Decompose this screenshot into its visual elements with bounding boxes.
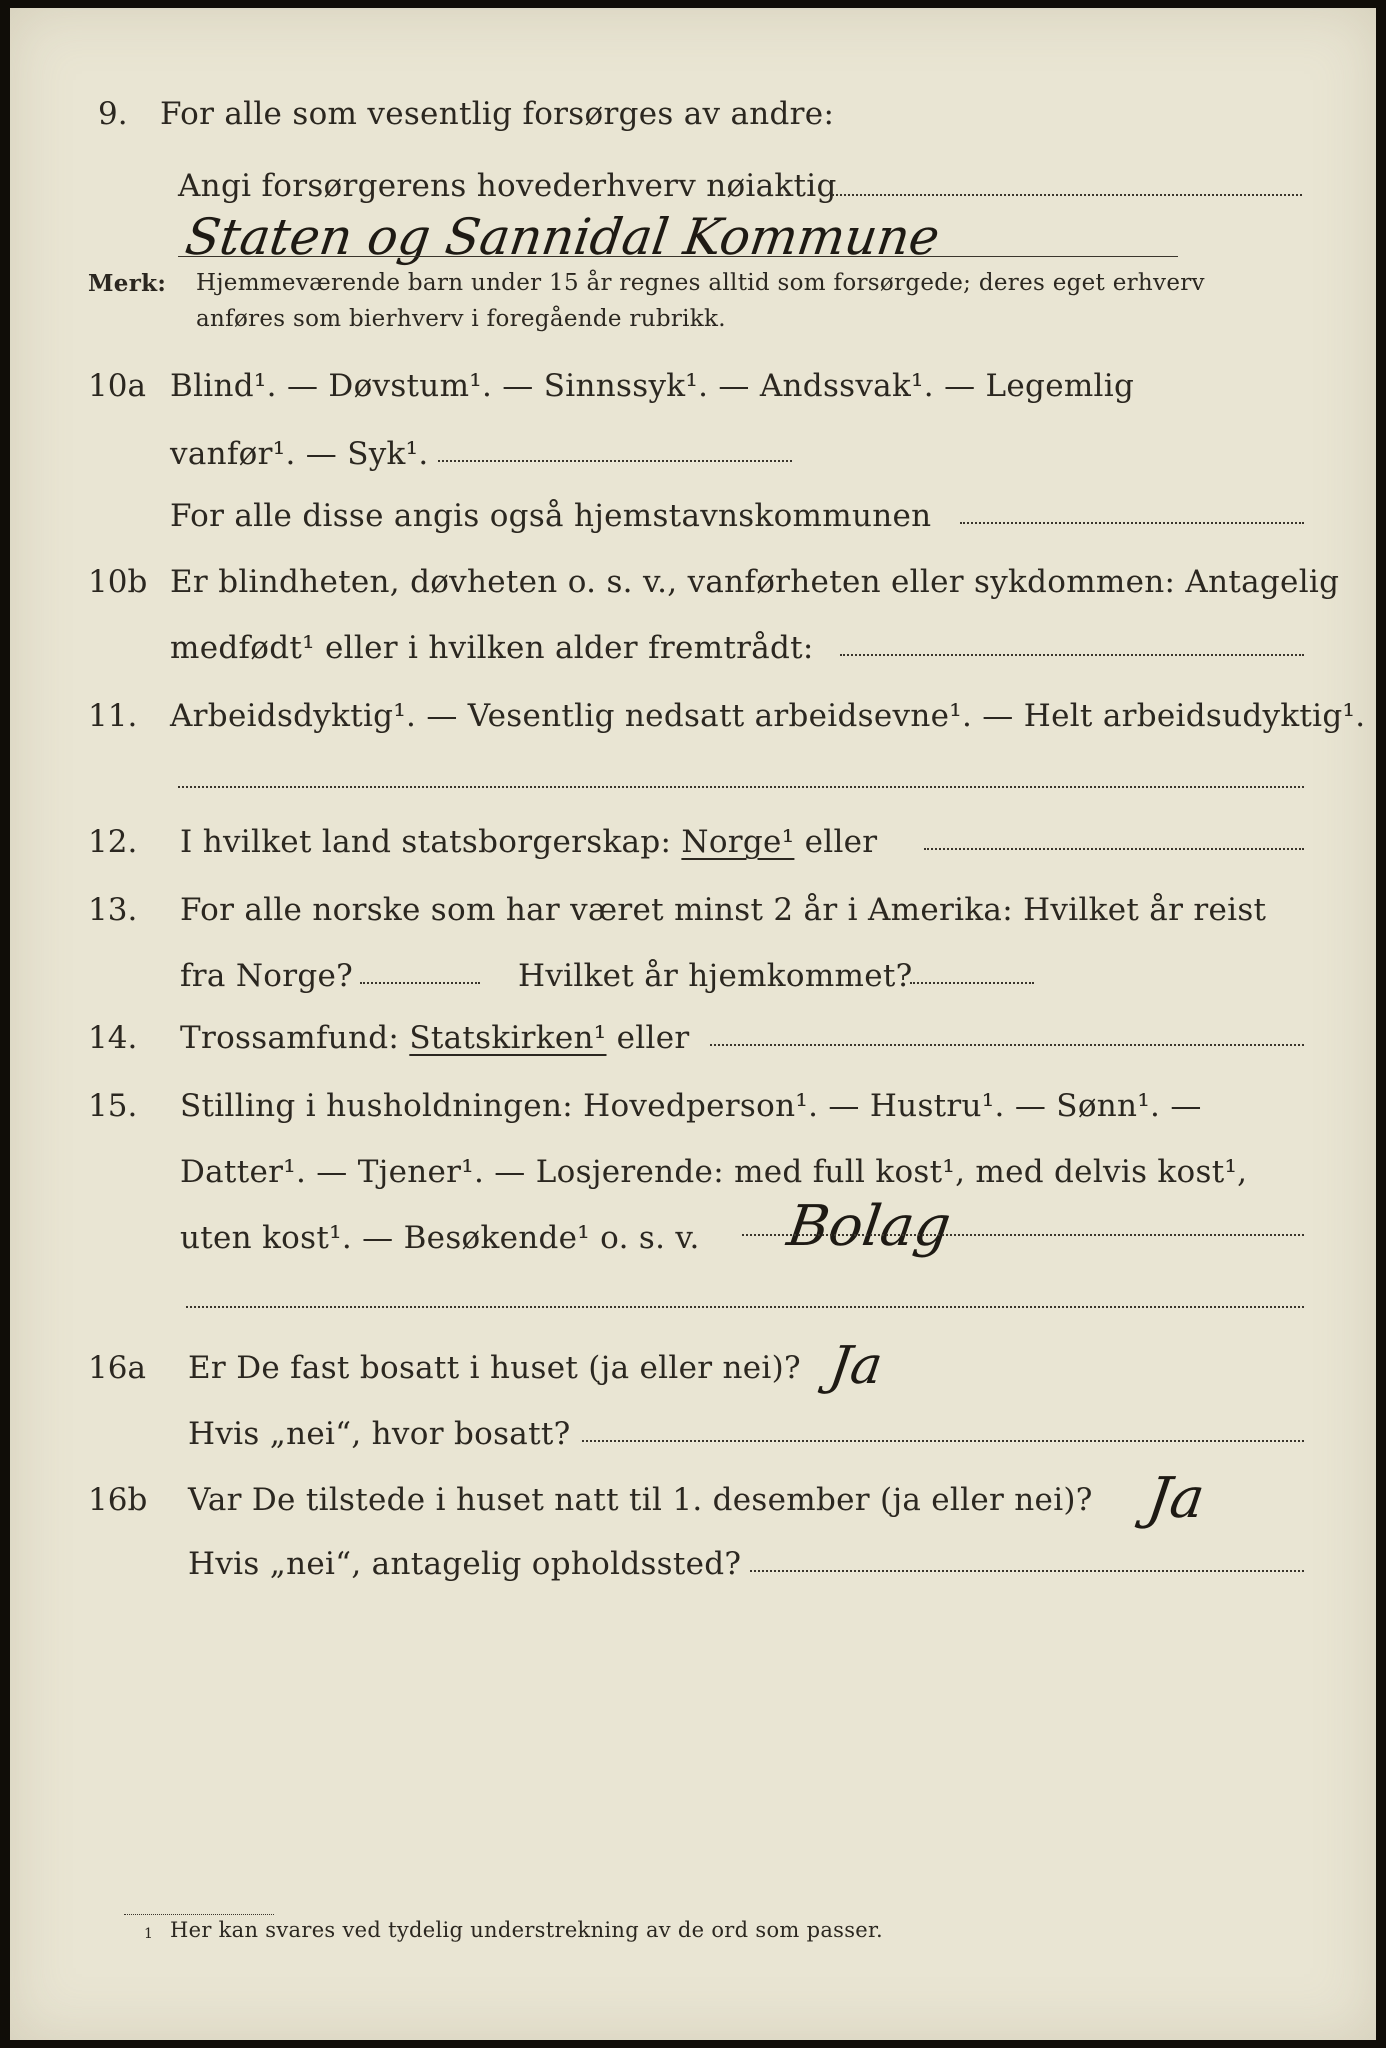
q16a-line-1: Er De fast bosatt i huset (ja eller nei)?: [188, 1350, 801, 1386]
q15-leader: [742, 1234, 1304, 1236]
q9-handwritten-answer: Staten og Sannidal Kommune: [181, 208, 944, 266]
q11-number: 11.: [88, 698, 138, 734]
q15-handwritten-answer: Bolag: [783, 1194, 955, 1259]
q10b-number: 10b: [88, 564, 148, 600]
q16a-line-2: Hvis „nei“, hvor bosatt?: [188, 1416, 571, 1452]
q11-line-1: Arbeidsdyktig¹. — Vesentlig nedsatt arbeidsevne¹. — Helt arbeidsudyktig¹.: [170, 698, 1366, 734]
q13-line-1: For alle norske som har været minst 2 år i Amerika: Hvilket år reist: [180, 892, 1267, 928]
q16b-line-1: Var De tilstede i huset natt til 1. desember (ja eller nei)?: [188, 1482, 1093, 1518]
q14-prompt: Trossamfund:: [180, 1020, 400, 1056]
q10b-line-1: Er blindheten, døvheten o. s. v., vanførheten eller sykdommen: Antagelig: [170, 564, 1340, 600]
merk-line-2: anføres som bierhverv i foregående rubrikk.: [196, 306, 726, 332]
q10b-line-2: medfødt¹ eller i hvilken alder fremtrådt:: [170, 630, 814, 666]
q13-reist-leader: [360, 982, 480, 984]
q16b-line-2: Hvis „nei“, antagelig opholdssted?: [188, 1546, 742, 1582]
q15-number: 15.: [88, 1088, 138, 1124]
q14-eller: eller: [616, 1020, 690, 1056]
q14-leader: [710, 1044, 1304, 1046]
q9-line: Angi forsørgerens hovederhverv nøiaktig: [178, 168, 837, 204]
q16a-number: 16a: [88, 1350, 146, 1386]
q15-line-1: Stilling i husholdningen: Hovedperson¹. — Hustru¹. — Sønn¹. —: [180, 1088, 1202, 1124]
q15-line-2: Datter¹. — Tjener¹. — Losjerende: med full kost¹, med delvis kost¹,: [180, 1154, 1248, 1190]
merk-line-1: Hjemmeværende barn under 15 år regnes alltid som forsørgede; deres eget erhverv: [196, 270, 1205, 296]
q16a-leader: [582, 1440, 1304, 1442]
q12-number: 12.: [88, 824, 138, 860]
q11-leader: [178, 786, 1304, 788]
q10a-line-1: Blind¹. — Døvstum¹. — Sinnssyk¹. — Andssvak¹. — Legemlig: [170, 368, 1135, 404]
q9-number: 9.: [98, 96, 128, 132]
q14-line: [180, 1020, 690, 1056]
footnote-text: Her kan svares ved tydelig understrekning av de ord som passer.: [170, 1918, 884, 1942]
q14-number: 14.: [88, 1020, 138, 1056]
q13-line-2a: fra Norge?: [180, 958, 354, 994]
q12-leader: [924, 848, 1304, 850]
q10a-leader: [960, 522, 1304, 524]
q10a-line-3: For alle disse angis også hjemstavnskommunen: [170, 498, 932, 534]
census-form-page: [10, 8, 1376, 2040]
q9-heading: For alle som vesentlig forsørges av andre:: [160, 96, 835, 132]
merk-label: Merk:: [88, 270, 167, 297]
footnote-mark: 1: [144, 1926, 154, 1942]
q10a-line-2: vanfør¹. — Syk¹.: [170, 436, 429, 472]
q16b-handwritten-answer: Ja: [1143, 1466, 1209, 1531]
q12-eller: eller: [804, 824, 878, 860]
q16b-leader: [750, 1570, 1304, 1572]
q9-answer-line: [178, 256, 1178, 257]
q10a-number: 10a: [88, 368, 146, 404]
q16a-handwritten-answer: Ja: [825, 1336, 887, 1396]
q12-prompt: I hvilket land statsborgerskap:: [180, 824, 672, 860]
footnote-rule: [124, 1914, 274, 1915]
q9-leader: [832, 194, 1302, 196]
q12-option-norge: Norge¹: [681, 824, 795, 860]
q12-line: [180, 824, 877, 860]
q16b-number: 16b: [88, 1482, 148, 1518]
q10b-leader: [840, 654, 1304, 656]
q15-line-3: uten kost¹. — Besøkende¹ o. s. v.: [180, 1220, 700, 1256]
q15-extra-leader: [186, 1306, 1304, 1308]
q13-hjem-leader: [910, 982, 1034, 984]
q14-option-statskirken: Statskirken¹: [409, 1020, 607, 1056]
q10a-syk-leader: [438, 460, 792, 462]
q13-number: 13.: [88, 892, 138, 928]
q13-line-2b: Hvilket år hjemkommet?: [518, 958, 913, 994]
